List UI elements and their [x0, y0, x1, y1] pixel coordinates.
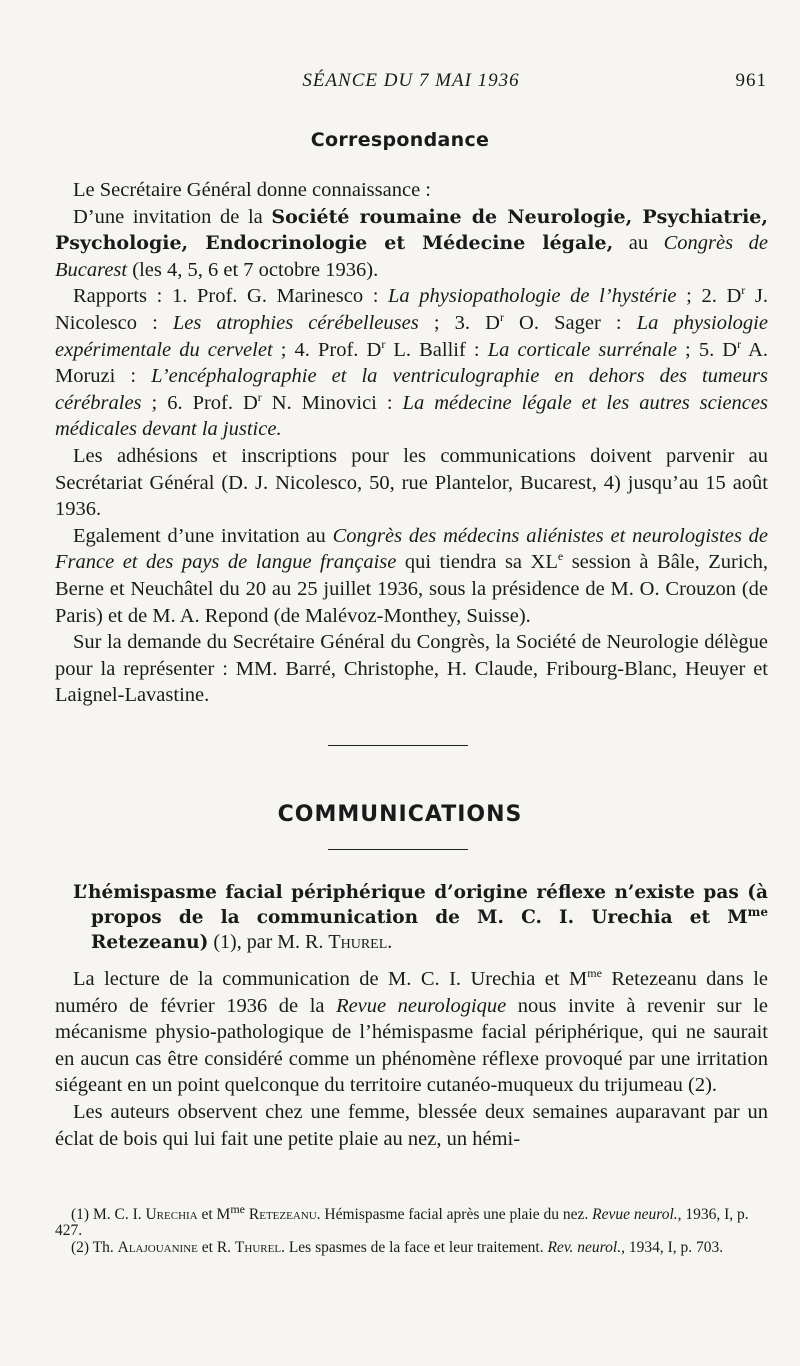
- paragraph: D’une invitation de la Société roumaine de Neurologie, Psychiatrie, Psychologie, Endocrinologie et Médecine légale, au Congrès de Bucarest (les 4, 5, 6 et 7 octobre 1936).: [55, 205, 768, 281]
- footnote-2: (2) Th. Alajouanine et R. Thurel. Les spasmes de la face et leur traitement. Rev. neurol., 1934, I, p. 703.: [71, 1239, 724, 1256]
- section-heading-correspondance: Correspondance: [310, 129, 490, 151]
- paragraph: Le Secrétaire Général donne connaissance :: [73, 179, 431, 201]
- paragraph: Les adhésions et inscriptions pour les communications doivent parvenir au Secrétariat Général (D. J. Nicolesco, 50, rue Plantelor, Bucarest, 4) jusqu’au 15 août 1936.: [55, 444, 768, 521]
- article-title: L’hémispasme facial périphérique d’origine réflexe n’existe pas (à propos de la communication de M. C. I. Urechia et $M^{me}$ Retezeanu) (1), par M. R. Thurel.: [73, 882, 768, 953]
- paragraph: Rapports : 1. Prof. G. Marinesco : La physiopathologie de l’hystérie ; 2. $D^r$ J. Nicolesco : Les atrophies cérébelleuses ; 3. $D^r$ O. Sager : La physiologie expérimentale du cervelet ; 4. Prof. $D^r$ L. Ballif : La corticale surrénale ; 5. $D^r$ A. Moruzi : L’encéphalographie et la ventriculographie en dehors des tumeurs cérébrales ; 6. Prof. $D^r$ N. Minovici : La médecine légale et les autres sciences médicales devant la justice.: [55, 283, 769, 441]
- paragraph: Les auteurs observent chez une femme, blessée deux semaines auparavant par un éclat de bois qui lui fait une petite plaie au nez, un hémi-: [55, 1100, 768, 1150]
- article-body: [55, 966, 768, 1152]
- section-divider: [328, 849, 468, 850]
- section-heading-communications: COMMUNICATIONS: [277, 802, 523, 827]
- page-number: 961: [735, 70, 767, 91]
- paragraph: Egalement d’une invitation au Congrès des médecins aliénistes et neurologistes de France et des pays de langue française qui tiendra sa XLe session à Bâle, Zurich, Berne et Neuchâtel du 20 au 25 juillet 1936, sous la présidence de M. O. Crouzon (de Paris) et de M. A. Repond (de Malévoz-Monthey, Suisse).: [55, 524, 768, 627]
- footnote-1: (1) M. C. I. Urechia et $M^{me}$ Retezeanu. Hémispasme facial après une plaie du nez. Revue neurol., 1936, I, p. 427.: [55, 1201, 749, 1239]
- correspondance-body: [55, 177, 768, 709]
- paragraph: Sur la demande du Secrétaire Général du Congrès, la Société de Neurologie délègue pour la représenter : MM. Barré, Christophe, H. Claude, Fribourg-Blanc, Heuyer et Laignel-Lavastine.: [55, 631, 768, 707]
- footnotes: [55, 1201, 768, 1258]
- section-divider: [328, 745, 468, 746]
- running-title: SÉANCE DU 7 MAI 1936: [302, 70, 520, 91]
- running-head: [55, 70, 767, 94]
- paragraph: La lecture de la communication de M. C. I. Urechia et $M^{me}$ Retezeanu dans le numéro de février 1936 de la Revue neurologique nous invite à revenir sur le mécanisme physio-pathologique de l’hémispasme facial périphérique, qui ne saurait en aucun cas être considéré comme un phénomène réflexe provoqué par une irritation siégeant en un point quelconque du territoire cutanéo-muqueux du trijumeau (2).: [55, 966, 768, 1097]
